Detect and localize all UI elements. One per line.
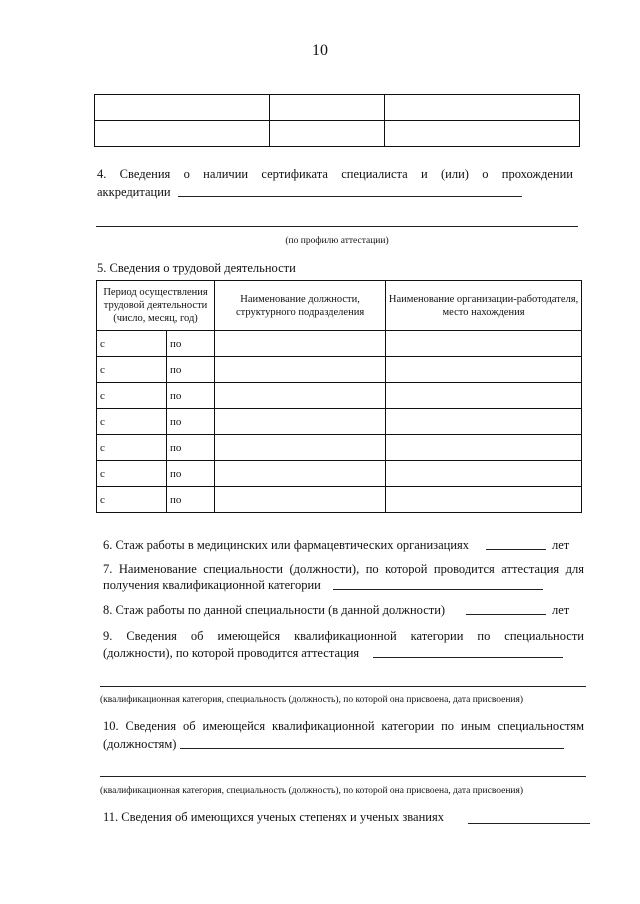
sec9-category-field[interactable] bbox=[373, 657, 563, 658]
sec7-line2: получения квалификационной категории bbox=[103, 578, 321, 592]
table-row bbox=[97, 383, 582, 409]
period-from-cell[interactable]: с bbox=[97, 435, 167, 461]
sec9-caption: (квалификационная категория, специальность (должность), по которой она присвоена, дата присвоения) bbox=[100, 695, 524, 705]
period-to-cell[interactable]: по bbox=[167, 357, 215, 383]
top-table-cell[interactable] bbox=[95, 121, 270, 147]
sec4-line1: 4. Сведения о наличии сертификата специалиста и (или) о прохождении bbox=[97, 167, 573, 181]
period-from-cell[interactable]: с bbox=[97, 409, 167, 435]
sec10-line2: (должностям) bbox=[103, 737, 177, 751]
sec5-title: 5. Сведения о трудовой деятельности bbox=[97, 261, 296, 275]
organization-cell[interactable] bbox=[386, 331, 582, 357]
sec4-second-line-field[interactable] bbox=[96, 226, 578, 227]
sec9-second-line-field[interactable] bbox=[100, 686, 586, 687]
organization-cell[interactable] bbox=[386, 409, 582, 435]
sec11-degrees-field[interactable] bbox=[468, 823, 590, 824]
table-row bbox=[97, 487, 582, 513]
top-table-cell[interactable] bbox=[95, 95, 270, 121]
sec8-years-field[interactable] bbox=[466, 614, 546, 615]
period-from-cell[interactable]: с bbox=[97, 461, 167, 487]
sec10-caption: (квалификационная категория, специальность (должность), по которой она присвоена, дата присвоения) bbox=[100, 786, 524, 796]
position-cell[interactable] bbox=[215, 409, 386, 435]
sec10-category-field[interactable] bbox=[180, 748, 564, 749]
position-cell[interactable] bbox=[215, 435, 386, 461]
sec9-line1: 9. Сведения об имеющейся квалификационной категории по специальности bbox=[103, 629, 584, 643]
organization-cell[interactable] bbox=[386, 435, 582, 461]
period-from-cell[interactable]: с bbox=[97, 383, 167, 409]
organization-cell[interactable] bbox=[386, 357, 582, 383]
period-from-cell[interactable]: с bbox=[97, 331, 167, 357]
period-to-cell[interactable]: по bbox=[167, 409, 215, 435]
table-row bbox=[97, 409, 582, 435]
table-row bbox=[97, 357, 582, 383]
table-row bbox=[97, 331, 582, 357]
employment-table bbox=[96, 280, 582, 513]
sec4-line2: аккредитации bbox=[97, 185, 171, 199]
top-table-cell[interactable] bbox=[385, 95, 580, 121]
sec7-line1: 7. Наименование специальности (должности), по которой проводится аттестация для bbox=[103, 562, 584, 576]
sec10-line1: 10. Сведения об имеющейся квалификационной категории по иным специальностям bbox=[103, 719, 584, 733]
sec8-text: 8. Стаж работы по данной специальности (в данной должности) bbox=[103, 603, 446, 617]
top-table-cell[interactable] bbox=[270, 121, 385, 147]
period-to-cell[interactable]: по bbox=[167, 435, 215, 461]
sec6-unit: лет bbox=[552, 538, 570, 552]
period-from-cell[interactable]: с bbox=[97, 487, 167, 513]
sec7-specialty-field[interactable] bbox=[333, 589, 543, 590]
table-row bbox=[97, 461, 582, 487]
period-to-cell[interactable]: по bbox=[167, 461, 215, 487]
organization-cell[interactable] bbox=[386, 461, 582, 487]
sec4-caption: (по профилю аттестации) bbox=[285, 236, 389, 246]
position-cell[interactable] bbox=[215, 357, 386, 383]
period-to-cell[interactable]: по bbox=[167, 331, 215, 357]
organization-cell[interactable] bbox=[386, 487, 582, 513]
period-from-cell[interactable]: с bbox=[97, 357, 167, 383]
sec6-years-field[interactable] bbox=[486, 549, 546, 550]
employment-header-period: Период осуществления трудовой деятельности (число, месяц, год) bbox=[97, 281, 215, 331]
table-row bbox=[97, 435, 582, 461]
sec6-text: 6. Стаж работы в медицинских или фармацевтических организациях bbox=[103, 538, 470, 552]
sec10-second-line-field[interactable] bbox=[100, 776, 586, 777]
sec8-unit: лет bbox=[552, 603, 570, 617]
sec9-line2: (должности), по которой проводится аттестация bbox=[103, 646, 360, 660]
employment-header-organization: Наименование организации-работодателя, место нахождения bbox=[386, 281, 582, 331]
position-cell[interactable] bbox=[215, 487, 386, 513]
top-table-cell[interactable] bbox=[385, 121, 580, 147]
sec11-text: 11. Сведения об имеющихся ученых степенях и ученых званиях bbox=[103, 810, 444, 824]
employment-header-position: Наименование должности, структурного подразделения bbox=[215, 281, 386, 331]
page-number: 10 bbox=[312, 42, 328, 59]
position-cell[interactable] bbox=[215, 461, 386, 487]
position-cell[interactable] bbox=[215, 331, 386, 357]
top-table bbox=[94, 94, 580, 147]
period-to-cell[interactable]: по bbox=[167, 383, 215, 409]
position-cell[interactable] bbox=[215, 383, 386, 409]
sec4-accreditation-field[interactable] bbox=[178, 196, 522, 197]
period-to-cell[interactable]: по bbox=[167, 487, 215, 513]
top-table-cell[interactable] bbox=[270, 95, 385, 121]
organization-cell[interactable] bbox=[386, 383, 582, 409]
